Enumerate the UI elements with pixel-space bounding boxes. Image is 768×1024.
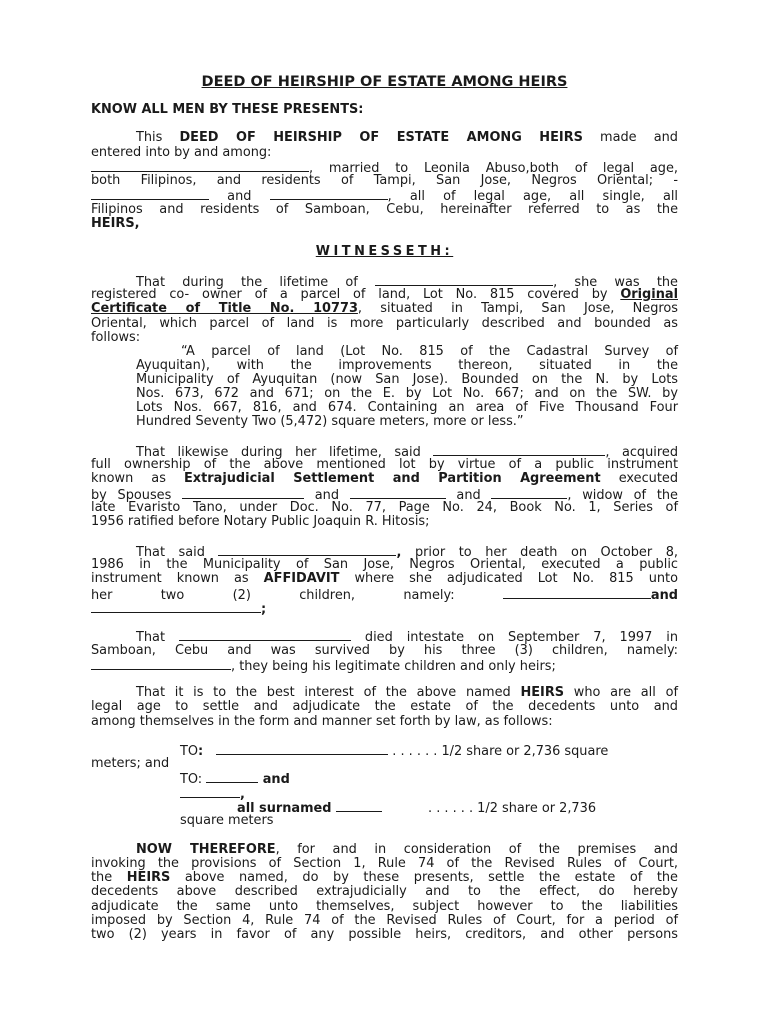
name-blank[interactable] (182, 487, 304, 499)
p4-line-5: ; (91, 601, 678, 615)
quote-line-4: Nos. 673, 672 and 671; on the E. by Lot No. 667; and on the SW. by (136, 386, 678, 401)
name-blank[interactable] (270, 188, 388, 200)
p3-line-4: by Spouses and and , widow of the (91, 488, 678, 503)
name-blank[interactable] (336, 800, 382, 812)
quote-line-6: Hundred Seventy Two (5,472) square meters, more or less.” (136, 414, 524, 429)
p6-line-1: That it is to the best interest of the above named HEIRS who are all of (136, 685, 678, 700)
p4-line-4: her two (2) children, namely: and (91, 588, 678, 603)
p3-line-3: known as Extrajudicial Settlement and Partition Agreement executed (91, 471, 679, 486)
share-line-5: all surnamed . . . . . . 1/2 share or 2,736 (237, 801, 597, 816)
p5-line-2: Samboan, Cebu and was survived by his three (3) children, namely: (91, 643, 678, 658)
name-blank[interactable] (503, 587, 651, 599)
p7-line-6: imposed by Section 4, Rule 74 of the Revised Rules of Court, for a period of (91, 913, 678, 928)
p7-line-7: two (2) years in favor of any possible heirs, creditors, and other persons (91, 927, 678, 942)
quote-line-3: Municipality of Ayuquitan (now San Jose). Bounded on the N. by Lots (136, 372, 678, 387)
p1-line-4: both Filipinos, and residents of Tampi, San Jose, Negros Oriental; - (91, 173, 678, 188)
name-blank[interactable] (206, 771, 258, 783)
quote-line-2: Ayuquitan), with the improvements thereon, situated in the (136, 358, 678, 373)
name-blank[interactable] (91, 160, 309, 172)
name-blank[interactable] (216, 743, 388, 755)
name-blank[interactable] (433, 444, 605, 456)
p7-line-4: decedents above described extrajudicially and to the effect, do hereby (91, 884, 678, 899)
p4-line-1: That said , prior to her death on October 8, (136, 545, 678, 560)
share-line-4: , (91, 786, 678, 800)
p5-line-3: , they being his legitimate children and only heirs; (91, 658, 678, 672)
share-line-3: TO: and (180, 772, 290, 787)
p6-line-2: legal age to settle and adjudicate the estate of the decedents unto and (91, 699, 678, 714)
p6-line-3: among themselves in the form and manner set forth by law, as follows: (91, 714, 553, 729)
p7-line-1: NOW THEREFORE, for and in consideration of the premises and (136, 842, 678, 857)
p1-line-7: HEIRS, (91, 216, 140, 231)
p7-line-2: invoking the provisions of Section 1, Rule 74 of the Revised Rules of Court, (91, 856, 678, 871)
name-blank[interactable] (179, 629, 351, 641)
name-blank[interactable] (350, 487, 446, 499)
p4-line-3: instrument known as AFFIDAVIT where she adjudicated Lot No. 815 unto (91, 571, 678, 586)
p3-line-2: full ownership of the above mentioned lot by virtue of a public instrument (91, 457, 678, 472)
p1-line-6: Filipinos and residents of Samboan, Cebu, hereinafter referred to as the (91, 202, 678, 217)
name-blank[interactable] (91, 658, 231, 670)
p1-line-2: entered into by and among: (91, 145, 272, 160)
know-all-heading: KNOW ALL MEN BY THESE PRESENTS: (91, 102, 364, 117)
p3-line-5: late Evaristo Tano, under Doc. No. 77, Page No. 24, Book No. 1, Series of (91, 500, 678, 515)
name-blank[interactable] (91, 601, 261, 613)
p2-line-2: registered co- owner of a parcel of land, Lot No. 815 covered by Original (91, 287, 678, 302)
p2-line-5: follows: (91, 330, 141, 345)
p1-line-5: and , all of legal age, all single, all (91, 188, 678, 202)
witnesseth-heading: WITNESSETH: (315, 244, 454, 259)
p7-line-3: the HEIRS above named, do by these presents, settle the estate of the (91, 870, 678, 885)
p5-line-1: That died intestate on September 7, 1997 in (136, 630, 678, 645)
name-blank[interactable] (375, 274, 553, 286)
name-blank[interactable] (91, 188, 209, 200)
p3-line-6: 1956 ratified before Notary Public Joaquin R. Hitosis; (91, 514, 430, 529)
p2-line-3: Certificate of Title No. 10773, situated in Tampi, San Jose, Negros (91, 301, 679, 316)
share-line-2: meters; and (91, 756, 170, 771)
name-blank[interactable] (218, 544, 396, 556)
quote-line-1: “A parcel of land (Lot No. 815 of the Cadastral Survey of (181, 344, 678, 359)
quote-line-5: Lots Nos. 667, 816, and 674. Containing an area of Five Thousand Four (136, 400, 678, 415)
p2-line-1: That during the lifetime of , she was the (136, 275, 678, 290)
name-blank[interactable] (180, 786, 240, 798)
p7-line-5: adjudicate the same unto themselves, subject however to the liabilities (91, 899, 678, 914)
p4-line-2: 1986 in the Municipality of San Jose, Negros Oriental, executed a public (91, 557, 678, 572)
name-blank[interactable] (491, 487, 567, 499)
p2-line-4: Oriental, which parcel of land is more particularly described and bounded as (91, 316, 678, 331)
p3-line-1: That likewise during her lifetime, said , acquired (136, 445, 678, 460)
share-line-1: TO: . . . . . . 1/2 share or 2,736 square (180, 744, 609, 759)
share-line-6: square meters (180, 813, 274, 828)
p1-line-3: , married to Leonila Abuso,both of legal age, (91, 160, 678, 174)
p1-line-1: This DEED OF HEIRSHIP OF ESTATE AMONG HEIRS made and (136, 130, 678, 145)
document-title: DEED OF HEIRSHIP OF ESTATE AMONG HEIRS (201, 74, 568, 90)
